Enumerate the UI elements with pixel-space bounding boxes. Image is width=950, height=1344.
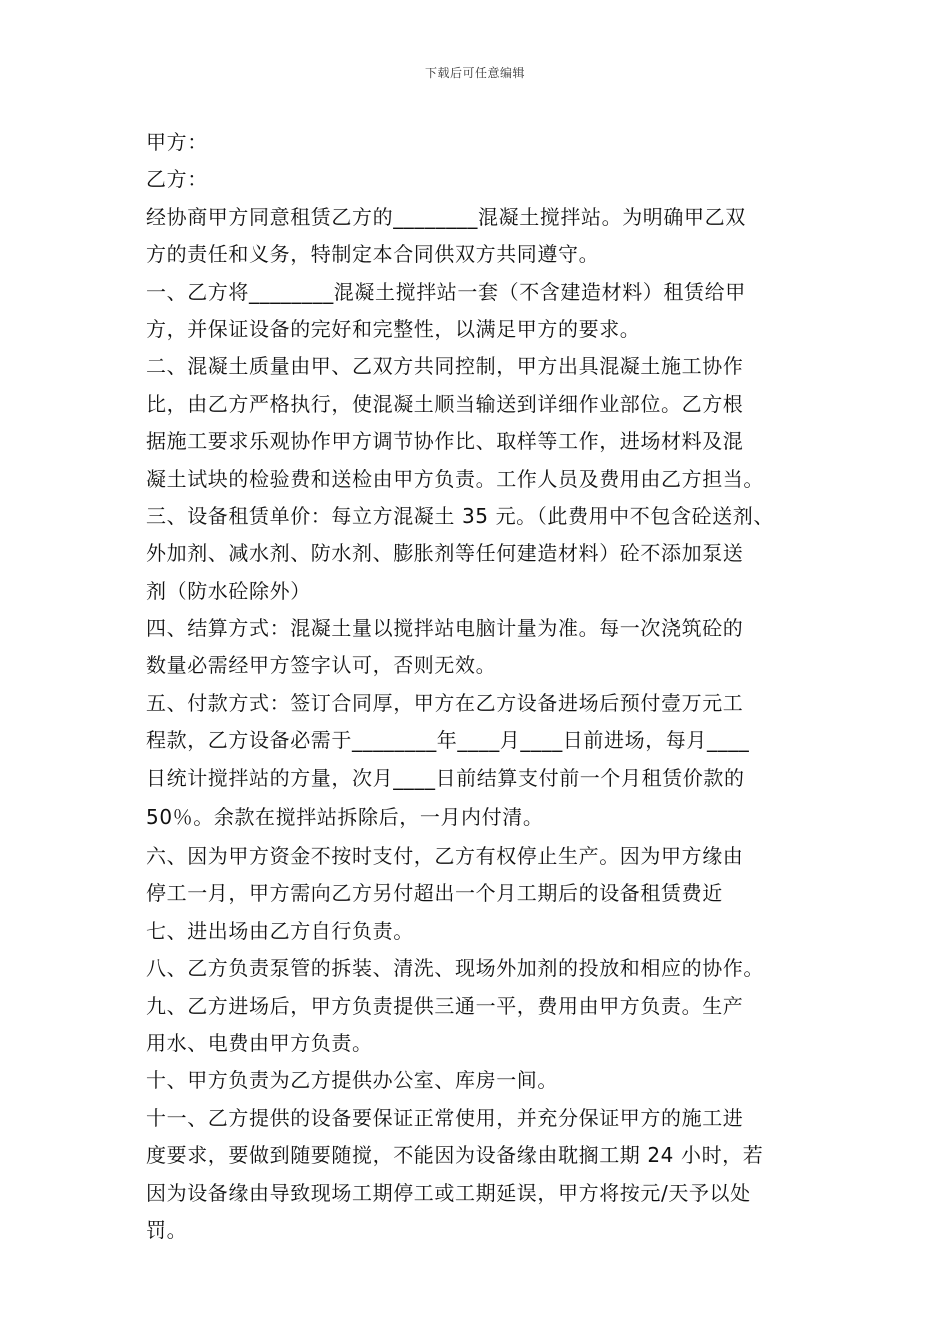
clause-3-line: 三、设备租赁单价：每立方混凝土 35 元。（此费用中不包含砼送剂、 bbox=[146, 503, 774, 528]
preamble-line: 经协商甲方同意租赁乙方的________混凝土搅拌站。为明确甲乙双 bbox=[146, 204, 746, 229]
party-b-line: 乙方： bbox=[146, 167, 208, 192]
clause-4-line: 数量必需经甲方签字认可，否则无效。 bbox=[146, 653, 497, 678]
header-note: 下载后可任意编辑 bbox=[424, 66, 525, 80]
clause-5-line: 程款，乙方设备必需于________年____月____日前进场，每月____ bbox=[146, 728, 750, 753]
clause-11-line: 十一、乙方提供的设备要保证正常使用，并充分保证甲方的施工进 bbox=[146, 1105, 744, 1130]
clause-11-line: 罚。 bbox=[146, 1217, 188, 1242]
clause-6-line: 停工一月，甲方需向乙方另付超出一个月工期后的设备租赁费近 bbox=[146, 881, 723, 906]
party-a-line: 甲方： bbox=[146, 130, 208, 154]
clause-11-line: 因为设备缘由导致现场工期停工或工期延误，甲方将按元/天予以处 bbox=[146, 1180, 751, 1205]
clause-9-line: 九、乙方进场后，甲方负责提供三通一平，费用由甲方负责。生产 bbox=[146, 993, 744, 1018]
clause-6-line: 六、因为甲方资金不按时支付，乙方有权停止生产。因为甲方缘由 bbox=[146, 844, 744, 869]
clause-2-line: 据施工要求乐观协作甲方调节协作比、取样等工作，进场材料及混 bbox=[146, 429, 744, 454]
preamble-line: 方的责任和义务，特制定本合同供双方共同遵守。 bbox=[146, 242, 600, 267]
clause-11-line: 度要求，要做到随要随搅，不能因为设备缘由耽搁工期 24 小时，若 bbox=[146, 1143, 764, 1168]
clause-10-line: 十、甲方负责为乙方提供办公室、库房一间。 bbox=[146, 1068, 558, 1093]
contract-body bbox=[146, 124, 814, 1249]
clause-5-line: 50％。余款在搅拌站拆除后，一月内付清。 bbox=[146, 805, 544, 830]
clause-5-line: 日统计搅拌站的方量，次月____日前结算支付前一个月租赁价款的 bbox=[146, 765, 745, 790]
clause-8-line: 八、乙方负责泵管的拆装、清洗、现场外加剂的投放和相应的协作。 bbox=[146, 956, 764, 981]
clause-5-line: 五、付款方式：签订合同厚，甲方在乙方设备进场后预付壹万元工 bbox=[146, 690, 744, 715]
clause-1-line: 一、乙方将________混凝土搅拌站一套（不含建造材料）租赁给甲 bbox=[146, 279, 746, 304]
clause-2-line: 二、混凝土质量由甲、乙双方共同控制，甲方出具混凝土施工协作 bbox=[146, 354, 744, 379]
clause-9-line: 用水、电费由甲方负责。 bbox=[146, 1030, 373, 1055]
clause-2-line: 比，由乙方严格执行，使混凝土顺当输送到详细作业部位。乙方根 bbox=[146, 391, 744, 416]
clause-2-line: 凝土试块的检验费和送检由甲方负责。工作人员及费用由乙方担当。 bbox=[146, 466, 764, 491]
clause-1-line: 方，并保证设备的完好和完整性，以满足甲方的要求。 bbox=[146, 316, 641, 341]
clause-3-line: 外加剂、减水剂、防水剂、膨胀剂等任何建造材料）砼不添加泵送 bbox=[146, 541, 744, 566]
clause-3-line: 剂（防水砼除外） bbox=[146, 578, 311, 603]
clause-4-line: 四、结算方式：混凝土量以搅拌站电脑计量为准。每一次浇筑砼的 bbox=[146, 616, 744, 641]
clause-7-line: 七、进出场由乙方自行负责。 bbox=[146, 918, 414, 943]
